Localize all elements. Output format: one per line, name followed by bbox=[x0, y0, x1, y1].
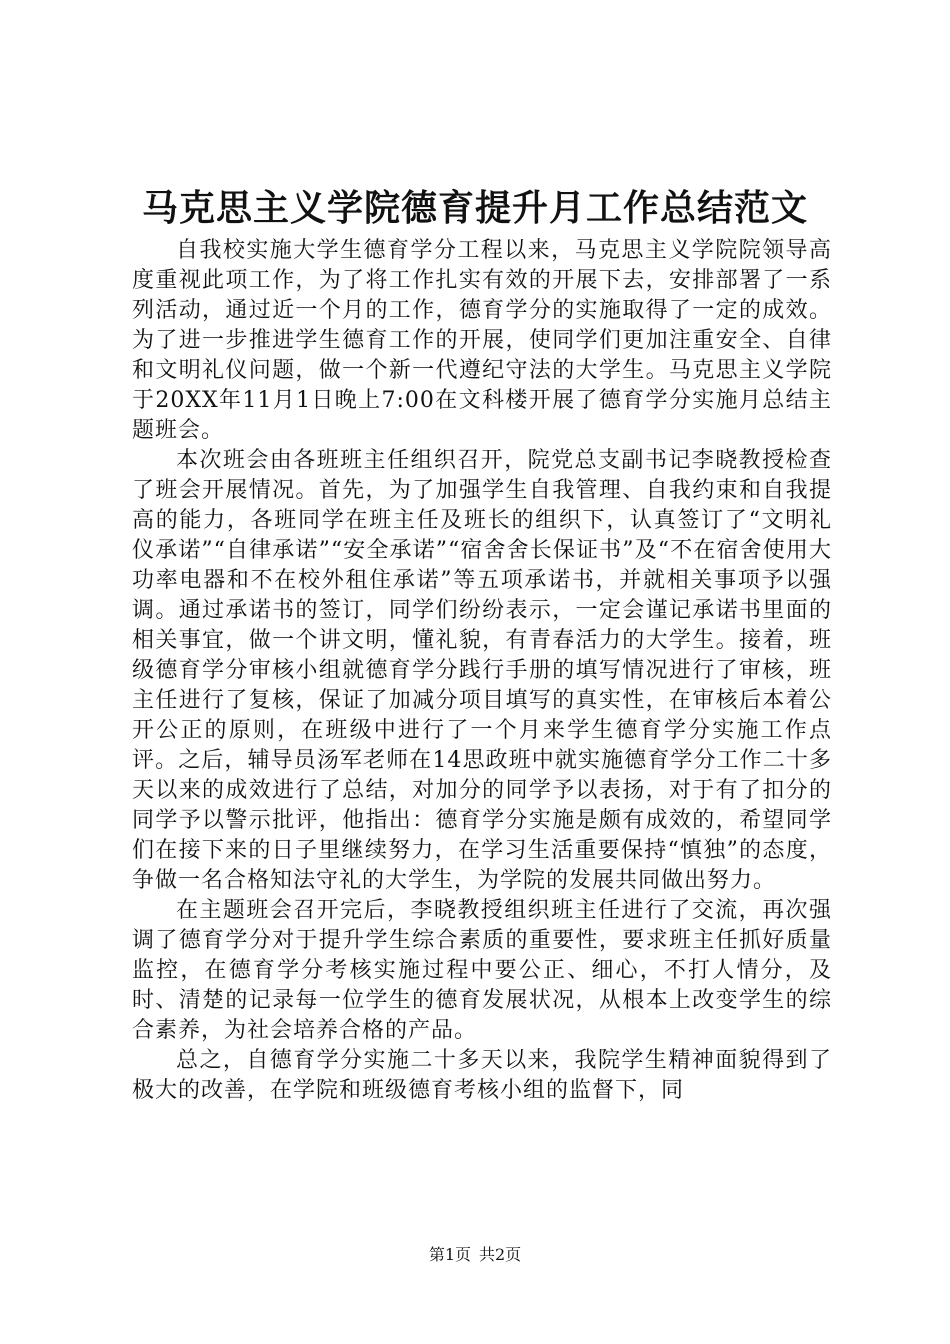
page-number: 第1页 bbox=[428, 1245, 471, 1264]
page-total: 共2页 bbox=[479, 1245, 522, 1264]
page-footer bbox=[0, 1244, 950, 1266]
paragraph-4: 总之，自德育学分实施二十多天以来，我院学生精神面貌得到了极大的改善，在学院和班级德育考核小组的监督下，同 bbox=[132, 1048, 832, 1103]
document-title: 马克思主义学院德育提升月工作总结范文 bbox=[141, 187, 808, 229]
paragraph-1: 自我校实施大学生德育学分工程以来，马克思主义学院院领导高度重视此项工作，为了将工作扎实有效的开展下去，安排部署了一系列活动，通过近一个月的工作，德育学分的实施取得了一定的成效。为了进一步推进学生德育工作的开展，使同学们更加注重安全、自律和文明礼仪问题，做一个新一代遵纪守法的大学生。马克思主义学院于20XX年11月1日晚上7:00在文科楼开展了德育学分实施月总结主题班会。 bbox=[132, 238, 832, 443]
paragraph-2: 本次班会由各班班主任组织召开，院党总支副书记李晓教授检查了班会开展情况。首先，为了加强学生自我管理、自我约束和自我提高的能力，各班同学在班主任及班长的组织下，认真签订了“文明礼仪承诺”“自律承诺”“安全承诺”“宿舍舍长保证书”及“不在宿舍使用大功率电器和不在校外租住承诺”等五项承诺书，并就相关事项予以强调。通过承诺书的签订，同学们纷纷表示，一定会谨记承诺书里面的相关事宜，做一个讲文明，懂礼貌，有青春活力的大学生。接着，班级德育学分审核小组就德育学分践行手册的填写情况进行了审核，班主任进行了复核，保证了加减分项目填写的真实性，在审核后本着公开公正的原则，在班级中进行了一个月来学生德育学分实施工作点评。之后，辅导员汤军老师在14思政班中就实施德育学分工作二十多天以来的成效进行了总结，对加分的同学予以表扬，对于有了扣分的同学予以警示批评，他指出：德育学分实施是颇有成效的，希望同学们在接下来的日子里继续努力，在学习生活重要保持“慎独”的态度，争做一名合格知法守礼的大学生，为学院的发展共同做出努力。 bbox=[132, 448, 832, 893]
document-body bbox=[132, 236, 832, 1106]
paragraph-3: 在主题班会召开完后，李晓教授组织班主任进行了交流，再次强调了德育学分对于提升学生综合素质的重要性，要求班主任抓好质量监控，在德育学分考核实施过程中要公正、细心，不打人情分，及时、清楚的记录每一位学生的德育发展状况，从根本上改变学生的综合素养，为社会培养合格的产品。 bbox=[132, 898, 832, 1043]
